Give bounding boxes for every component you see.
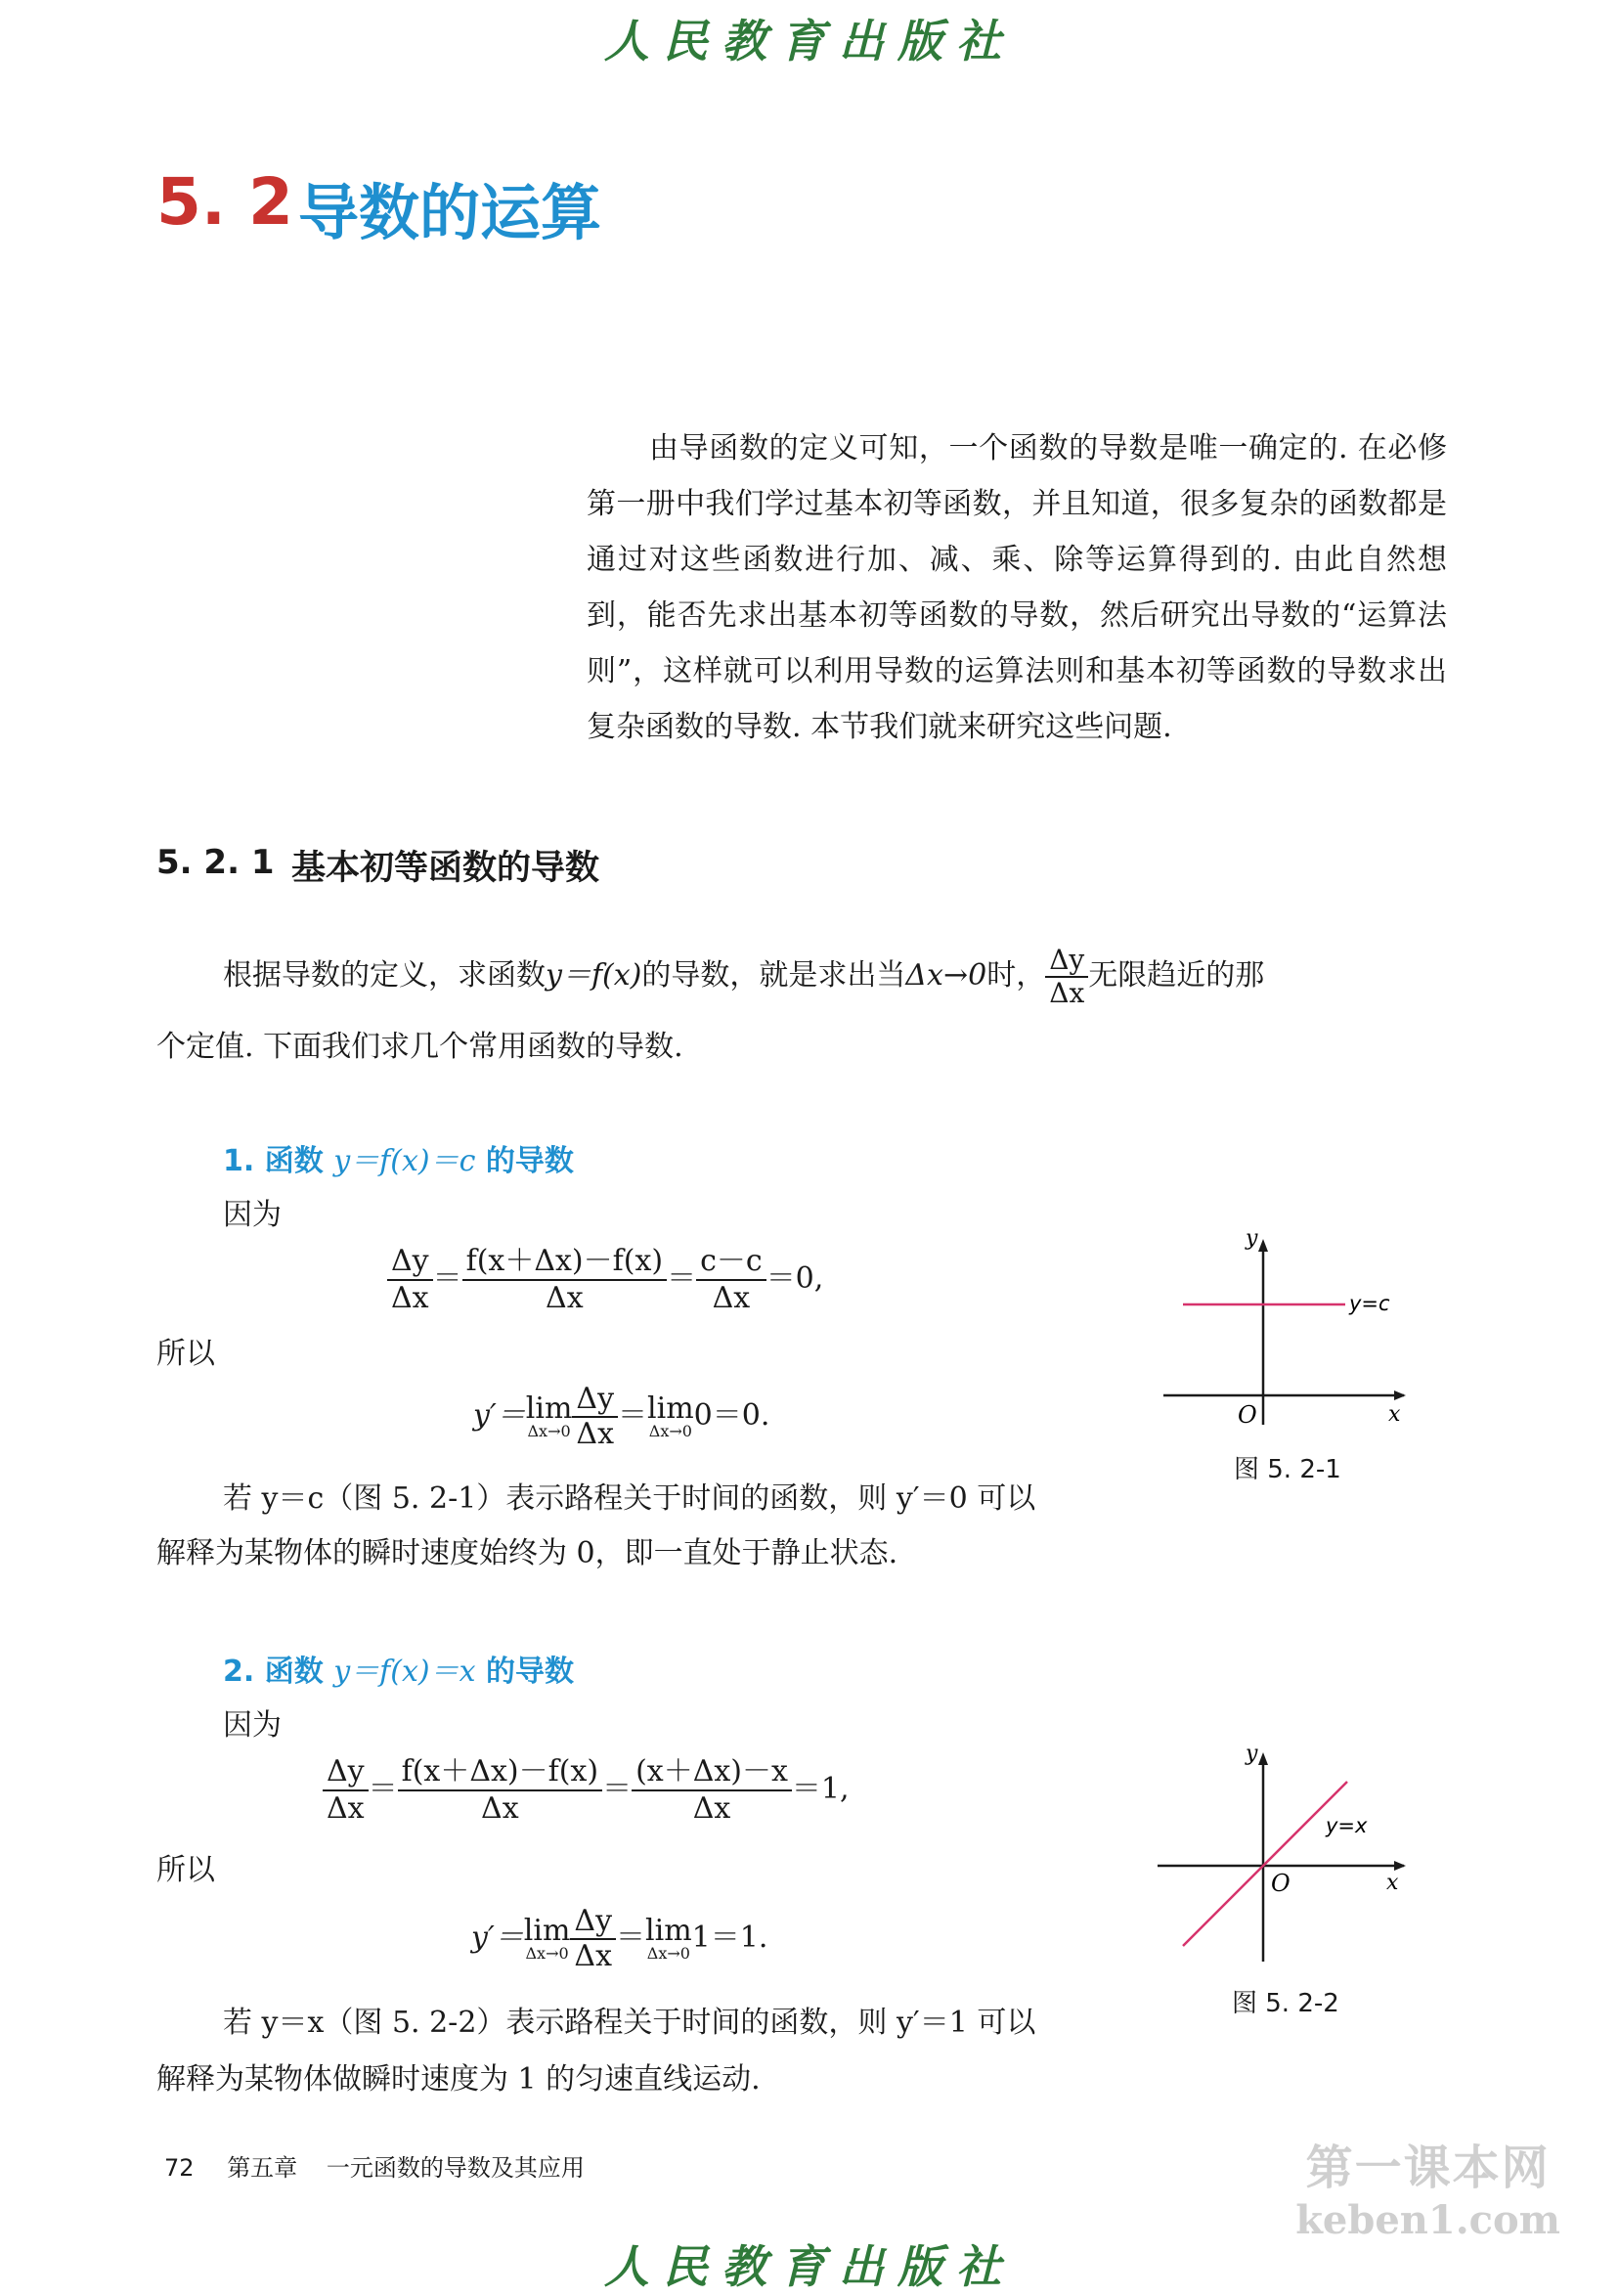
item-function: y＝f(x)＝c xyxy=(333,1144,476,1178)
fraction-numerator: Δy xyxy=(570,1905,616,1940)
eq-fraction xyxy=(462,1244,667,1316)
lim-operator xyxy=(647,1391,694,1440)
fraction-numerator: c－c xyxy=(696,1244,766,1281)
watermark xyxy=(1295,2130,1560,2243)
lim-subscript: Δx→0 xyxy=(648,1422,692,1440)
x-axis-label: x xyxy=(1388,1402,1401,1427)
eq-fraction xyxy=(696,1244,766,1316)
lim-lhs: y′＝ xyxy=(473,1398,526,1433)
function-line xyxy=(1183,1782,1347,1946)
lim-fraction xyxy=(570,1905,616,1973)
fraction-denominator: Δx xyxy=(481,1791,519,1826)
eq-fraction xyxy=(632,1754,792,1827)
lim-word: lim xyxy=(645,1914,692,1948)
lim-word: lim xyxy=(525,1391,573,1426)
page-footer xyxy=(164,2148,585,2183)
fraction-denominator: Δx xyxy=(692,1791,731,1826)
fraction-denominator: Δx xyxy=(391,1281,429,1315)
item-heading-text: 的导数 xyxy=(485,1655,574,1689)
lim-operator xyxy=(525,1391,573,1440)
figure-5-2-2 xyxy=(1154,1741,1418,1975)
item1-heading xyxy=(223,1136,574,1179)
page-number: 72 xyxy=(164,2154,195,2182)
lim-word: lim xyxy=(647,1391,694,1426)
fraction-numerator: f(x＋Δx)－f(x) xyxy=(398,1754,602,1791)
lim-subscript: Δx→0 xyxy=(525,1944,569,1963)
lim-rhs: 0＝0. xyxy=(693,1398,770,1433)
y-axis-arrow xyxy=(1258,1752,1268,1765)
lim-lhs: y′＝ xyxy=(471,1921,524,1955)
section-number: 5. 2 xyxy=(156,164,293,240)
watermark-line-1: 第一课本网 xyxy=(1305,2141,1551,2195)
lead-func: y＝f(x) xyxy=(546,958,642,993)
lead-text: 的导数，就是求出当 xyxy=(641,958,906,993)
fraction-denominator: Δx xyxy=(576,1417,615,1451)
fraction-numerator: (x＋Δx)－x xyxy=(632,1754,792,1791)
item-heading-text: 的导数 xyxy=(485,1144,574,1178)
eq-fraction xyxy=(398,1754,602,1827)
fraction-denominator: Δx xyxy=(1049,977,1085,1009)
item1-equation: $\frac{\Delta y}{\Delta x}$ ＝ $\frac{f(x+\Delta x)-f(x)}{\Delta x}$ ＝ $\frac{c-c}{\Delta x}$ ＝0, xyxy=(387,1244,823,1316)
item1-limit-equation: y′＝lim Δx→0 $\frac{\Delta y}{\Delta x}$ ＝lim Δx→0 0＝0. xyxy=(473,1382,770,1451)
lead-text: 无限趋近的那 xyxy=(1088,958,1265,993)
figure-5-2-1 xyxy=(1154,1227,1418,1433)
subsection-number: 5. 2. 1 xyxy=(156,843,275,882)
intro-paragraph xyxy=(587,420,1447,755)
item-number: 2. xyxy=(223,1655,255,1689)
item2-so: 所以 xyxy=(156,1853,215,1887)
eq-fraction xyxy=(387,1244,433,1316)
lim-subscript: Δx→0 xyxy=(646,1944,690,1963)
item1-so: 所以 xyxy=(156,1337,215,1371)
lead-fraction xyxy=(1045,945,1088,1009)
item-function: y＝f(x)＝x xyxy=(333,1655,476,1689)
figure-caption: 图 5. 2-2 xyxy=(1232,1989,1339,2018)
y-axis-label: y xyxy=(1246,1742,1258,1766)
lim-rhs: 1＝1. xyxy=(691,1921,768,1955)
item2-explain-1: 若 y＝x（图 5. 2-2）表示路程关于时间的函数，则 y′＝1 可以 xyxy=(223,2006,1036,2040)
line-label: y=c xyxy=(1349,1292,1390,1315)
y-axis-label: y xyxy=(1246,1227,1258,1251)
lead-text: 根据导数的定义，求函数 xyxy=(223,958,546,993)
chapter-label: 第五章 xyxy=(227,2154,298,2182)
lim-fraction xyxy=(572,1383,618,1451)
lim-operator xyxy=(523,1914,571,1963)
watermark-line-2: keben1.com xyxy=(1295,2197,1560,2243)
x-axis-arrow xyxy=(1394,1391,1406,1400)
fraction-numerator: Δy xyxy=(323,1754,369,1791)
lim-word: lim xyxy=(523,1914,571,1948)
item2-heading xyxy=(223,1647,574,1690)
item2-equation: $\frac{\Delta y}{\Delta x}$ ＝ $\frac{f(x+\Delta x)-f(x)}{\Delta x}$ ＝ $\frac{(x+\Delta x)-x}{\Delta x}$ ＝1, xyxy=(323,1754,850,1827)
item1-explain-1: 若 y＝c（图 5. 2-1）表示路程关于时间的函数，则 y′＝0 可以 xyxy=(223,1481,1036,1516)
origin-label: O xyxy=(1271,1870,1291,1897)
item2-explain-2: 解释为某物体做瞬时速度为 1 的匀速直线运动. xyxy=(156,2062,761,2097)
fraction-denominator: Δx xyxy=(574,1939,613,1973)
item-heading-text: 函数 xyxy=(264,1144,324,1178)
fraction-denominator: Δx xyxy=(327,1791,365,1826)
item1-because: 因为 xyxy=(223,1198,282,1232)
item2-limit-equation: y′＝lim Δx→0 $\frac{\Delta y}{\Delta x}$ ＝lim Δx→0 1＝1. xyxy=(471,1904,768,1973)
item1-explain-2: 解释为某物体的瞬时速度始终为 0，即一直处于静止状态. xyxy=(156,1536,898,1570)
eq-tail: ＝0, xyxy=(766,1261,824,1296)
chapter-title: 一元函数的导数及其应用 xyxy=(326,2154,585,2182)
fraction-numerator: Δy xyxy=(572,1383,618,1418)
origin-label: O xyxy=(1238,1401,1257,1429)
x-axis-label: x xyxy=(1386,1871,1399,1895)
fraction-numerator: f(x＋Δx)－f(x) xyxy=(462,1244,667,1281)
lead-limit: Δx→0 xyxy=(905,958,987,993)
item-heading-text: 函数 xyxy=(264,1655,324,1689)
eq-tail: ＝1, xyxy=(791,1772,850,1806)
x-axis-arrow xyxy=(1394,1861,1406,1871)
fraction-numerator: Δy xyxy=(1045,945,1088,978)
item-number: 1. xyxy=(223,1144,255,1178)
publisher-footer: 人民教育出版社 xyxy=(604,2240,1015,2293)
line-label: y=x xyxy=(1326,1814,1368,1837)
section-title: 导数的运算 xyxy=(298,177,602,248)
figure-caption: 图 5. 2-1 xyxy=(1234,1455,1341,1484)
fraction-denominator: Δx xyxy=(712,1281,751,1315)
publisher-header: 人民教育出版社 xyxy=(604,15,1015,67)
subsection-title: 基本初等函数的导数 xyxy=(291,849,600,888)
lim-subscript: Δx→0 xyxy=(527,1422,571,1440)
lead-line-1 xyxy=(223,945,1455,1009)
y-axis-arrow xyxy=(1258,1239,1268,1252)
item2-because: 因为 xyxy=(223,1708,282,1743)
eq-fraction xyxy=(323,1754,369,1827)
lead-text: 时， xyxy=(986,958,1046,993)
fraction-denominator: Δx xyxy=(546,1281,584,1315)
lead-line-2: 个定值. 下面我们求几个常用函数的导数. xyxy=(156,1030,683,1064)
fraction-numerator: Δy xyxy=(387,1244,433,1281)
intro-text: 由导函数的定义可知，一个函数的导数是唯一确定的. 在必修第一册中我们学过基本初等函数，并且知道，很多复杂的函数都是通过对这些函数进行加、减、乘、除等运算得到的. 由此自然想到，能否先求出基本初等函数的导数，然后研究出导数的“运算法则”，这样就可以利用导数的运算法则和基本初等函数的导数求出复杂函数的导数. 本节我们就来研究这些问题. xyxy=(587,431,1447,744)
lim-operator xyxy=(645,1914,692,1963)
